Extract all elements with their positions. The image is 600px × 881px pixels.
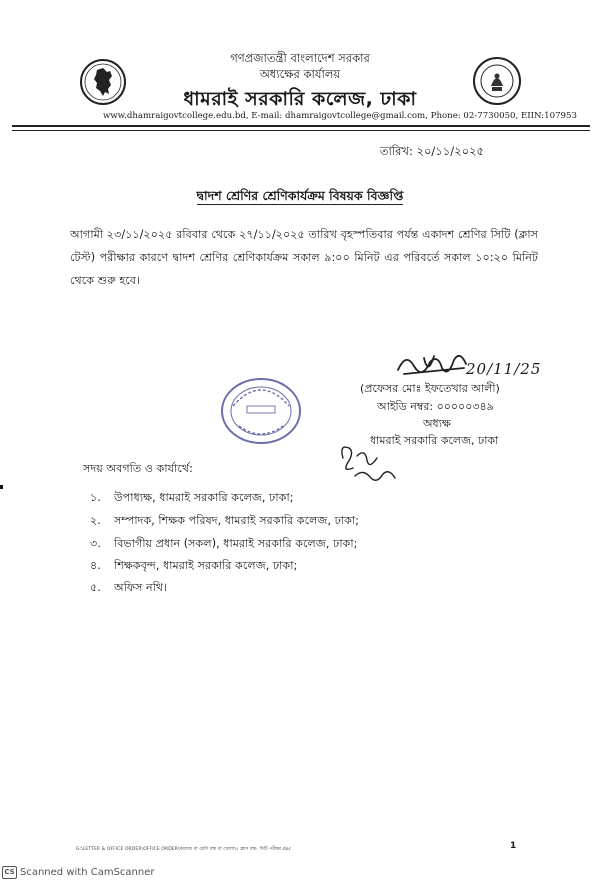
signer-college: ধামরাই সরকারি কলেজ, ঢাকা [370, 434, 499, 447]
list-item [90, 512, 359, 531]
list-item [90, 535, 357, 554]
list-item-number: ৩. [90, 537, 101, 550]
signature-icon [394, 348, 472, 382]
distribution-heading: সদয় অবগতি ও কার্যার্থে: [83, 462, 193, 475]
office-heading: অধ্যক্ষের কার্যালয় [259, 67, 341, 81]
signer-title: অধ্যক্ষ [423, 417, 451, 430]
list-item [90, 489, 293, 508]
list-item-text: বিভাগীয় প্রধান (সকল), ধামরাই সরকারি কলেজ, ঢাকা; [114, 537, 358, 550]
handwritten-initials-icon [335, 438, 405, 490]
college-name-heading: ধামরাই সরকারি কলেজ, ঢাকা [183, 88, 417, 110]
list-item-number: ৪. [90, 559, 101, 572]
scanner-label: Scanned with CamScanner [20, 867, 155, 878]
page-number: 1 [510, 841, 517, 851]
file-path-footer: G:\LETTER & OFFICE ORDER\OFFICE ORDER\কলেজ বা শ্রেণি বন্ধ বা খোলা\২ ক্লাস বন্ধ- সিটি পরীক্ষা.doc [76, 847, 292, 852]
list-item-text: সম্পাদক, শিক্ষক পরিষদ, ধামরাই সরকারি কলেজ, ঢাকা; [114, 514, 360, 527]
official-seal-stamp-icon [219, 376, 303, 446]
government-heading: গণপ্রজাতন্ত্রী বাংলাদেশ সরকার [230, 51, 370, 65]
signature-date: 20/11/25 [466, 360, 542, 378]
list-item [90, 579, 167, 598]
list-item-text: উপাধ্যক্ষ, ধামরাই সরকারি কলেজ, ঢাকা; [114, 491, 294, 504]
list-item-number: ২. [90, 514, 101, 527]
subject-text: দ্বাদশ শ্রেণির শ্রেণিকার্যক্রম বিষয়ক বিজ্ঞপ্তি [196, 188, 404, 203]
list-item-number: ৫. [90, 581, 101, 594]
contact-line: www.dhamraigovtcollege.edu.bd, E-mail: dhamraigovtcollege@gmail.com, Phone: 02-7730050, EIIN:107953 [103, 111, 577, 121]
camscanner-logo-icon: CS [2, 866, 17, 879]
header-divider-thin [12, 130, 590, 131]
signer-name: (প্রফেসর মোঃ ইফতেখার আলী) [360, 382, 500, 395]
list-item-number: ১. [90, 491, 101, 504]
list-item-text: শিক্ষকবৃন্দ, ধামরাই সরকারি কলেজ, ঢাকা; [114, 559, 298, 572]
list-item-text: অফিস নথি। [114, 581, 168, 594]
scan-artifact-dot [0, 485, 3, 489]
notice-body: আগামী ২৩/১১/২০২৫ রবিবার থেকে ২৭/১১/২০২৫ তারিখ বৃহস্পতিবার পর্যন্ত একাদশ শ্রেণির সিটি (ক্লাস টেস্ট) পরীক্ষার কারণে দ্বাদশ শ্রেণির শ্রেণিকার্যক্রম সকাল ৯:০০ মিনিট এর পরিবর্তে সকাল ১০:২০ মিনিট থেকে শুরু হবে। [70, 228, 538, 287]
notice-subject [0, 188, 600, 208]
list-item [90, 557, 297, 576]
scanner-watermark [2, 866, 155, 879]
notice-date: তারিখ: ২০/১১/২০২৫ [379, 144, 484, 158]
header-divider-thick [12, 125, 590, 127]
signer-id: আইডি নম্বর: ০০০০০৩৪৯ [377, 400, 494, 413]
